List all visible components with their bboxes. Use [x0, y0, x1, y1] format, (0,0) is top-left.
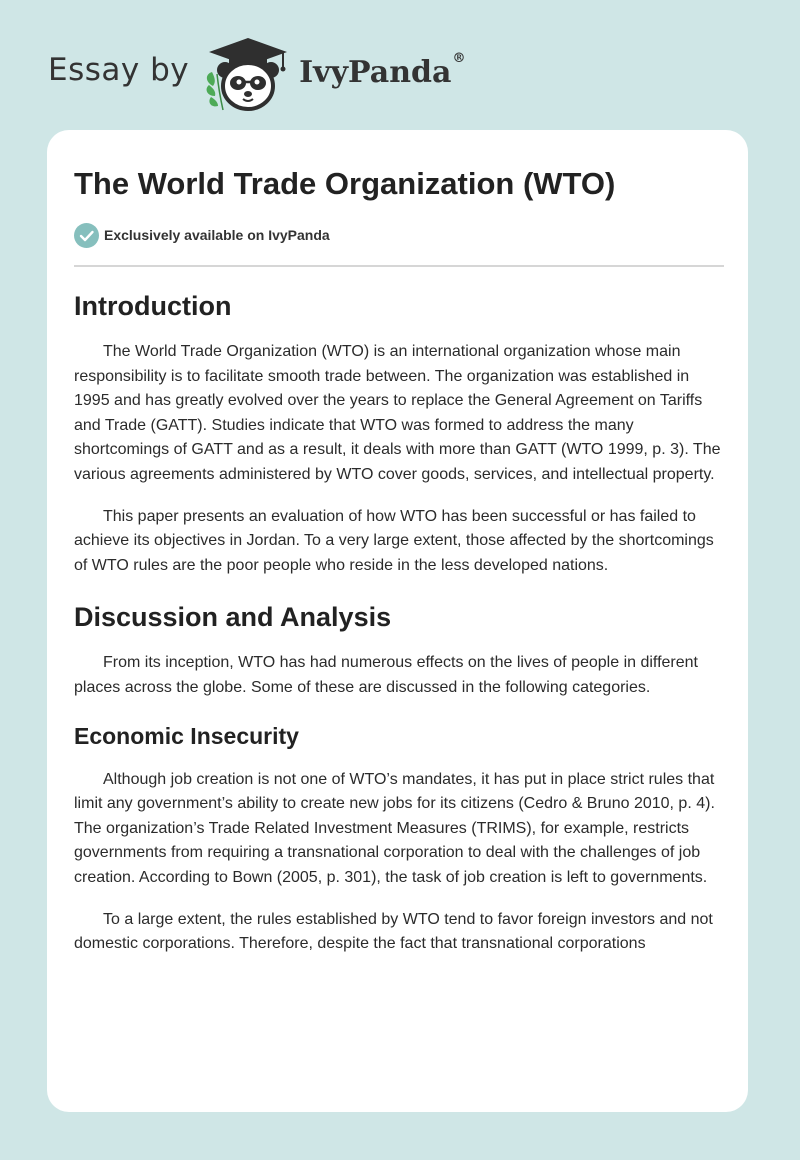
essay-by-label: Essay by [48, 52, 190, 88]
heading-economic-insecurity: Economic Insecurity [74, 722, 299, 749]
brand-name[interactable]: IvyPanda® [299, 50, 466, 90]
paragraph: This paper presents an evaluation of how WTO has been successful or has failed to achieve its objectives in Jordan. To a very large extent, those affected by the shortcomings of WTO rules are the poor people who reside in the less developed nations. [74, 507, 714, 574]
paragraph: From its inception, WTO has had numerous effects on the lives of people in different places across the globe. Some of these are discussed in the following categories. [74, 654, 698, 696]
exclusive-label: Exclusively available on IvyPanda [104, 227, 330, 243]
registered-mark: ® [452, 50, 466, 66]
essay-title: The World Trade Organization (WTO) [74, 166, 616, 201]
title-divider [74, 265, 724, 267]
ivypanda-logo-icon[interactable] [203, 34, 293, 114]
check-circle-icon [74, 223, 99, 248]
essay-card [47, 130, 748, 1112]
site-header [48, 34, 465, 114]
paragraph: To a large extent, the rules established by WTO tend to favor foreign investors and not domestic corporations. Therefore, despite the fact that transnational corporations [74, 910, 713, 953]
exclusive-badge [74, 222, 724, 248]
paragraph: Although job creation is not one of WTO’s mandates, it has put in place strict rules that limit any government’s ability to create new jobs for its citizens (Cedro & Bruno 2010, p. 4). The organization’s Trade Related Investment Measures (TRIMS), for example, restricts governments from requiring a transnational corporation to deal with the challenges of job creation. According to Bown (2005, p. 301), the task of job creation is left to governments. [74, 770, 715, 886]
essay-content [74, 162, 724, 957]
paragraph: The World Trade Organization (WTO) is an international organization whose main responsibility is to facilitate smooth trade between. The organization was established in 1995 and has greatly evolved over the years to replace the General Agreement on Tariffs and Trade (GATT). Studies indicate that WTO was formed to address the many shortcomings of GATT and as a result, it deals with more than GATT (WTO 1999, p. 3). The various agreements administered by WTO cover goods, services, and intellectual property. [74, 343, 721, 483]
heading-discussion: Discussion and Analysis [74, 602, 392, 633]
heading-introduction: Introduction [74, 291, 232, 321]
